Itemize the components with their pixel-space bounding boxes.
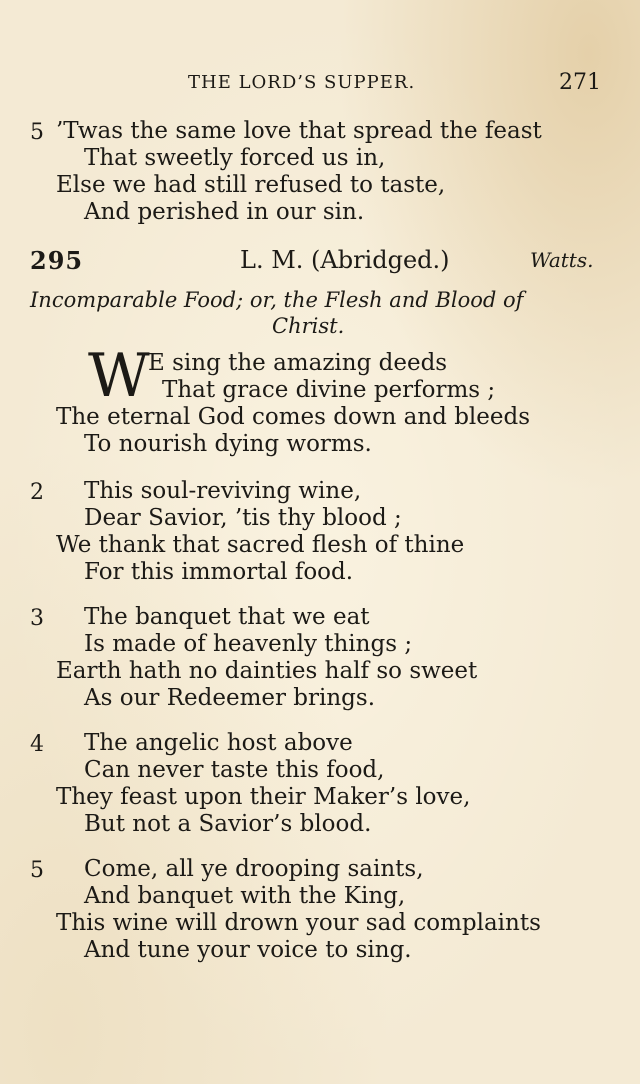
- hymn-number: 295: [30, 246, 84, 275]
- page-number: 271: [559, 70, 601, 95]
- verse-line: This wine will drown your sad complaints: [56, 910, 541, 936]
- hymn-author: Watts.: [530, 248, 594, 272]
- verse-line: Dear Savior, ’tis thy blood ;: [84, 505, 402, 531]
- verse-line: Else we had still refused to taste,: [56, 172, 446, 198]
- verse-line: As our Redeemer brings.: [84, 685, 376, 711]
- verse-line: And perished in our sin.: [84, 199, 365, 225]
- verse-line: And tune your voice to sing.: [84, 937, 412, 963]
- verse-line: Can never taste this food,: [84, 757, 385, 783]
- verse-line: That sweetly forced us in,: [84, 145, 386, 171]
- verse-line: Is made of heavenly things ;: [84, 631, 413, 657]
- verse-line: ’Twas the same love that spread the feast: [56, 118, 542, 144]
- verse-line: To nourish dying worms.: [84, 431, 372, 457]
- verse-line: Come, all ye drooping saints,: [84, 856, 424, 882]
- verse-line: But not a Savior’s blood.: [84, 811, 372, 837]
- hymn-meter: L. M. (Abridged.): [240, 246, 450, 274]
- hymn-title-continued: Christ.: [272, 314, 345, 338]
- hymn-title: Incomparable Food; or, the Flesh and Blood of: [30, 288, 524, 312]
- verse-number: 5: [30, 120, 44, 145]
- verse-number: 5: [30, 858, 44, 883]
- verse-number: 3: [30, 606, 44, 631]
- verse-line: This soul-reviving wine,: [84, 478, 362, 504]
- verse-line: And banquet with the King,: [84, 883, 406, 909]
- verse-line: We thank that sacred flesh of thine: [56, 532, 465, 558]
- verse-line: The angelic host above: [84, 730, 353, 756]
- verse-line: The eternal God comes down and bleeds: [56, 404, 531, 430]
- verse-line: That grace divine performs ;: [162, 377, 496, 403]
- verse-line: The banquet that we eat: [84, 604, 370, 630]
- verse-line: Earth hath no dainties half so sweet: [56, 658, 478, 684]
- verse-line: For this immortal food.: [84, 559, 354, 585]
- verse-number: 4: [30, 732, 44, 757]
- drop-cap: W: [88, 341, 150, 411]
- verse-line: They feast upon their Maker’s love,: [56, 784, 471, 810]
- running-header: THE LORD’S SUPPER.: [188, 72, 416, 93]
- verse-line: E sing the amazing deeds: [148, 350, 448, 376]
- verse-number: 2: [30, 480, 44, 505]
